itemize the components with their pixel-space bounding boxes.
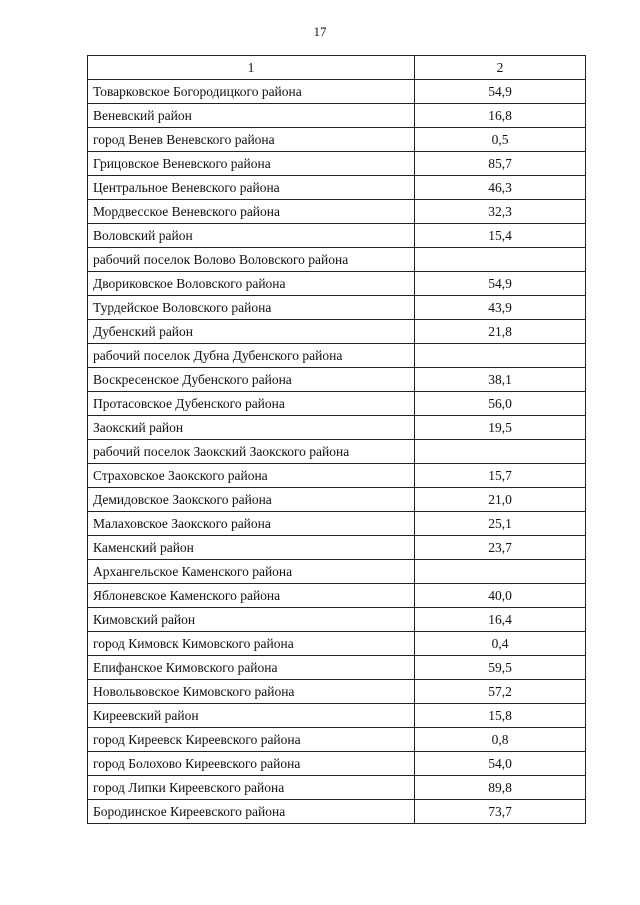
value-cell — [415, 344, 586, 368]
table-row — [88, 80, 586, 104]
value-cell: 59,5 — [415, 656, 586, 680]
table-row — [88, 656, 586, 680]
column-header-1: 1 — [88, 56, 415, 80]
value-cell: 0,8 — [415, 728, 586, 752]
territory-name-cell: Демидовское Заокского района — [88, 488, 415, 512]
territory-name-cell: рабочий поселок Дубна Дубенского района — [88, 344, 415, 368]
table-row — [88, 248, 586, 272]
table-row — [88, 560, 586, 584]
value-cell: 15,8 — [415, 704, 586, 728]
table-row — [88, 584, 586, 608]
territory-name-cell: Яблоневское Каменского района — [88, 584, 415, 608]
table-row — [88, 464, 586, 488]
territory-name-cell: Страховское Заокского района — [88, 464, 415, 488]
table-row — [88, 104, 586, 128]
table-row — [88, 704, 586, 728]
territory-name-cell: Центральное Веневского района — [88, 176, 415, 200]
table-row — [88, 536, 586, 560]
territory-name-cell: Новольвовское Кимовского района — [88, 680, 415, 704]
territory-name-cell: Грицовское Веневского района — [88, 152, 415, 176]
value-cell: 16,4 — [415, 608, 586, 632]
territory-name-cell: рабочий поселок Заокский Заокского района — [88, 440, 415, 464]
territory-name-cell: Каменский район — [88, 536, 415, 560]
value-cell: 21,0 — [415, 488, 586, 512]
table-row — [88, 152, 586, 176]
territory-name-cell: город Киреевск Киреевского района — [88, 728, 415, 752]
table-row — [88, 416, 586, 440]
value-cell: 40,0 — [415, 584, 586, 608]
table-row — [88, 320, 586, 344]
territory-name-cell: Воскресенское Дубенского района — [88, 368, 415, 392]
territory-name-cell: рабочий поселок Волово Воловского района — [88, 248, 415, 272]
value-cell: 73,7 — [415, 800, 586, 824]
territory-name-cell: Товарковское Богородицкого района — [88, 80, 415, 104]
value-cell: 54,9 — [415, 80, 586, 104]
territory-name-cell: Архангельское Каменского района — [88, 560, 415, 584]
value-cell — [415, 560, 586, 584]
value-cell: 15,4 — [415, 224, 586, 248]
table-row — [88, 296, 586, 320]
value-cell: 19,5 — [415, 416, 586, 440]
value-cell: 15,7 — [415, 464, 586, 488]
territory-name-cell: Турдейское Воловского района — [88, 296, 415, 320]
table-row — [88, 728, 586, 752]
table-header-row — [88, 56, 586, 80]
territory-name-cell: Веневский район — [88, 104, 415, 128]
territory-name-cell: Малаховское Заокского района — [88, 512, 415, 536]
value-cell: 25,1 — [415, 512, 586, 536]
value-cell: 16,8 — [415, 104, 586, 128]
table-row — [88, 776, 586, 800]
value-cell: 32,3 — [415, 200, 586, 224]
value-cell: 56,0 — [415, 392, 586, 416]
value-cell: 23,7 — [415, 536, 586, 560]
value-cell: 54,0 — [415, 752, 586, 776]
value-cell: 89,8 — [415, 776, 586, 800]
territory-name-cell: Протасовское Дубенского района — [88, 392, 415, 416]
table-row — [88, 752, 586, 776]
value-cell: 21,8 — [415, 320, 586, 344]
column-header-2: 2 — [415, 56, 586, 80]
territory-name-cell: город Венев Веневского района — [88, 128, 415, 152]
territory-name-cell: Дубенский район — [88, 320, 415, 344]
value-cell: 85,7 — [415, 152, 586, 176]
table-row — [88, 392, 586, 416]
value-cell: 57,2 — [415, 680, 586, 704]
table-row — [88, 680, 586, 704]
value-cell: 38,1 — [415, 368, 586, 392]
territory-name-cell: Воловский район — [88, 224, 415, 248]
table-row — [88, 608, 586, 632]
territory-name-cell: город Кимовск Кимовского района — [88, 632, 415, 656]
data-table — [87, 55, 586, 824]
territory-name-cell: Киреевский район — [88, 704, 415, 728]
table-row — [88, 272, 586, 296]
value-cell: 46,3 — [415, 176, 586, 200]
value-cell: 0,5 — [415, 128, 586, 152]
territory-name-cell: Епифанское Кимовского района — [88, 656, 415, 680]
value-cell: 0,4 — [415, 632, 586, 656]
territory-name-cell: Заокский район — [88, 416, 415, 440]
value-cell: 54,9 — [415, 272, 586, 296]
table-row — [88, 368, 586, 392]
territory-name-cell: Кимовский район — [88, 608, 415, 632]
value-cell — [415, 248, 586, 272]
territory-name-cell: город Липки Киреевского района — [88, 776, 415, 800]
table-row — [88, 176, 586, 200]
territory-name-cell: Двориковское Воловского района — [88, 272, 415, 296]
page-number: 17 — [313, 24, 327, 39]
table-row — [88, 128, 586, 152]
territory-name-cell: город Болохово Киреевского района — [88, 752, 415, 776]
table-row — [88, 512, 586, 536]
table-row — [88, 440, 586, 464]
value-cell — [415, 440, 586, 464]
table-row — [88, 224, 586, 248]
table-row — [88, 200, 586, 224]
table-body — [88, 56, 586, 824]
table-row — [88, 800, 586, 824]
value-cell: 43,9 — [415, 296, 586, 320]
table-row — [88, 488, 586, 512]
territory-name-cell: Бородинское Киреевского района — [88, 800, 415, 824]
table-row — [88, 344, 586, 368]
table-row — [88, 632, 586, 656]
territory-name-cell: Мордвесское Веневского района — [88, 200, 415, 224]
